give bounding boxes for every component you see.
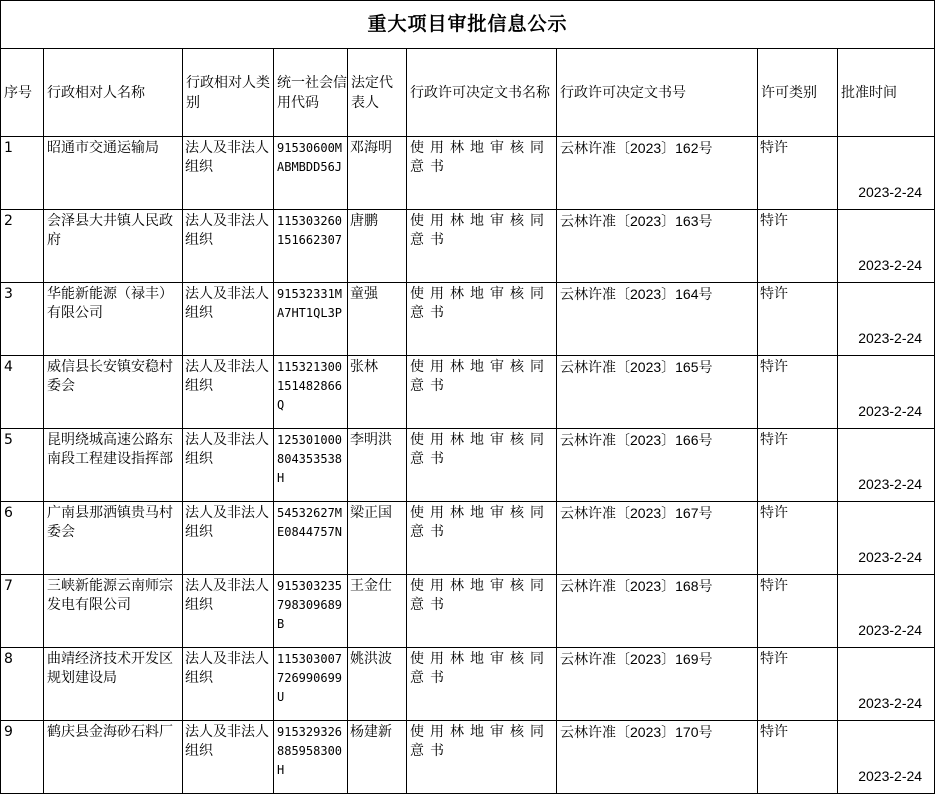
cell-index: 5 bbox=[1, 429, 44, 502]
header-name: 行政相对人名称 bbox=[44, 49, 183, 137]
cell-approval-date: 2023-2-24 bbox=[838, 648, 935, 721]
cell-approval-date: 2023-2-24 bbox=[838, 575, 935, 648]
header-credit-code: 统一社会信用代码 bbox=[274, 49, 348, 137]
cell-doc-name: 使用林地审核同意书 bbox=[407, 283, 557, 356]
cell-name: 华能新能源（禄丰）有限公司 bbox=[44, 283, 183, 356]
cell-credit-code: 91532331MA7HT1QL3P bbox=[274, 283, 348, 356]
cell-legal-rep: 王金仕 bbox=[348, 575, 407, 648]
cell-permit-kind: 特许 bbox=[758, 429, 838, 502]
cell-doc-number: 云林许准〔2023〕162号 bbox=[557, 137, 758, 210]
table-row bbox=[1, 575, 935, 648]
cell-type: 法人及非法人组织 bbox=[183, 648, 274, 721]
cell-approval-date: 2023-2-24 bbox=[838, 721, 935, 794]
cell-credit-code: 915329326885958300H bbox=[274, 721, 348, 794]
cell-name: 三峡新能源云南师宗发电有限公司 bbox=[44, 575, 183, 648]
cell-name: 威信县长安镇安稳村委会 bbox=[44, 356, 183, 429]
table-row bbox=[1, 429, 935, 502]
cell-legal-rep: 姚洪波 bbox=[348, 648, 407, 721]
cell-index: 3 bbox=[1, 283, 44, 356]
cell-doc-number: 云林许准〔2023〕168号 bbox=[557, 575, 758, 648]
cell-approval-date: 2023-2-24 bbox=[838, 283, 935, 356]
cell-name: 会泽县大井镇人民政府 bbox=[44, 210, 183, 283]
cell-doc-name: 使用林地审核同意书 bbox=[407, 137, 557, 210]
cell-doc-name: 使用林地审核同意书 bbox=[407, 575, 557, 648]
cell-type: 法人及非法人组织 bbox=[183, 210, 274, 283]
cell-permit-kind: 特许 bbox=[758, 648, 838, 721]
title-row bbox=[1, 1, 935, 49]
cell-approval-date: 2023-2-24 bbox=[838, 429, 935, 502]
cell-index: 9 bbox=[1, 721, 44, 794]
table-row bbox=[1, 137, 935, 210]
cell-type: 法人及非法人组织 bbox=[183, 429, 274, 502]
cell-permit-kind: 特许 bbox=[758, 721, 838, 794]
cell-legal-rep: 梁正国 bbox=[348, 502, 407, 575]
cell-credit-code: 54532627ME0844757N bbox=[274, 502, 348, 575]
cell-legal-rep: 唐鹏 bbox=[348, 210, 407, 283]
cell-doc-number: 云林许准〔2023〕169号 bbox=[557, 648, 758, 721]
cell-name: 昆明绕城高速公路东南段工程建设指挥部 bbox=[44, 429, 183, 502]
cell-type: 法人及非法人组织 bbox=[183, 502, 274, 575]
cell-legal-rep: 李明洪 bbox=[348, 429, 407, 502]
cell-doc-name: 使用林地审核同意书 bbox=[407, 721, 557, 794]
header-row bbox=[1, 49, 935, 137]
cell-index: 8 bbox=[1, 648, 44, 721]
cell-doc-number: 云林许准〔2023〕167号 bbox=[557, 502, 758, 575]
cell-type: 法人及非法人组织 bbox=[183, 137, 274, 210]
table-row bbox=[1, 648, 935, 721]
cell-legal-rep: 杨建新 bbox=[348, 721, 407, 794]
header-type: 行政相对人类别 bbox=[183, 49, 274, 137]
cell-doc-number: 云林许准〔2023〕164号 bbox=[557, 283, 758, 356]
cell-doc-name: 使用林地审核同意书 bbox=[407, 356, 557, 429]
cell-doc-number: 云林许准〔2023〕163号 bbox=[557, 210, 758, 283]
cell-credit-code: 115321300151482866Q bbox=[274, 356, 348, 429]
cell-name: 广南县那洒镇贵马村委会 bbox=[44, 502, 183, 575]
cell-index: 6 bbox=[1, 502, 44, 575]
cell-type: 法人及非法人组织 bbox=[183, 575, 274, 648]
cell-credit-code: 115303007726990699U bbox=[274, 648, 348, 721]
cell-permit-kind: 特许 bbox=[758, 356, 838, 429]
cell-name: 昭通市交通运输局 bbox=[44, 137, 183, 210]
cell-approval-date: 2023-2-24 bbox=[838, 502, 935, 575]
cell-doc-number: 云林许准〔2023〕170号 bbox=[557, 721, 758, 794]
cell-index: 1 bbox=[1, 137, 44, 210]
cell-doc-number: 云林许准〔2023〕166号 bbox=[557, 429, 758, 502]
cell-doc-name: 使用林地审核同意书 bbox=[407, 502, 557, 575]
table-row bbox=[1, 210, 935, 283]
cell-index: 2 bbox=[1, 210, 44, 283]
cell-name: 曲靖经济技术开发区规划建设局 bbox=[44, 648, 183, 721]
cell-permit-kind: 特许 bbox=[758, 502, 838, 575]
cell-credit-code: 915303235798309689B bbox=[274, 575, 348, 648]
page-title: 重大项目审批信息公示 bbox=[1, 1, 935, 49]
cell-approval-date: 2023-2-24 bbox=[838, 137, 935, 210]
cell-permit-kind: 特许 bbox=[758, 283, 838, 356]
cell-index: 7 bbox=[1, 575, 44, 648]
table-row bbox=[1, 721, 935, 794]
cell-type: 法人及非法人组织 bbox=[183, 356, 274, 429]
cell-credit-code: 125301000804353538H bbox=[274, 429, 348, 502]
cell-legal-rep: 张林 bbox=[348, 356, 407, 429]
header-index: 序号 bbox=[1, 49, 44, 137]
header-permit-kind: 许可类别 bbox=[758, 49, 838, 137]
cell-credit-code: 91530600MABMBDD56J bbox=[274, 137, 348, 210]
cell-index: 4 bbox=[1, 356, 44, 429]
cell-permit-kind: 特许 bbox=[758, 137, 838, 210]
cell-doc-number: 云林许准〔2023〕165号 bbox=[557, 356, 758, 429]
header-approval-date: 批准时间 bbox=[838, 49, 935, 137]
cell-name: 鹤庆县金海砂石料厂 bbox=[44, 721, 183, 794]
header-legal-rep: 法定代表人 bbox=[348, 49, 407, 137]
cell-approval-date: 2023-2-24 bbox=[838, 356, 935, 429]
cell-legal-rep: 邓海明 bbox=[348, 137, 407, 210]
table-row bbox=[1, 502, 935, 575]
cell-type: 法人及非法人组织 bbox=[183, 283, 274, 356]
cell-permit-kind: 特许 bbox=[758, 575, 838, 648]
header-doc-number: 行政许可决定文书号 bbox=[557, 49, 758, 137]
cell-doc-name: 使用林地审核同意书 bbox=[407, 648, 557, 721]
cell-doc-name: 使用林地审核同意书 bbox=[407, 210, 557, 283]
cell-credit-code: 115303260151662307 bbox=[274, 210, 348, 283]
cell-legal-rep: 童强 bbox=[348, 283, 407, 356]
table-row bbox=[1, 283, 935, 356]
table-row bbox=[1, 356, 935, 429]
cell-doc-name: 使用林地审核同意书 bbox=[407, 429, 557, 502]
cell-type: 法人及非法人组织 bbox=[183, 721, 274, 794]
cell-permit-kind: 特许 bbox=[758, 210, 838, 283]
header-doc-name: 行政许可决定文书名称 bbox=[407, 49, 557, 137]
cell-approval-date: 2023-2-24 bbox=[838, 210, 935, 283]
